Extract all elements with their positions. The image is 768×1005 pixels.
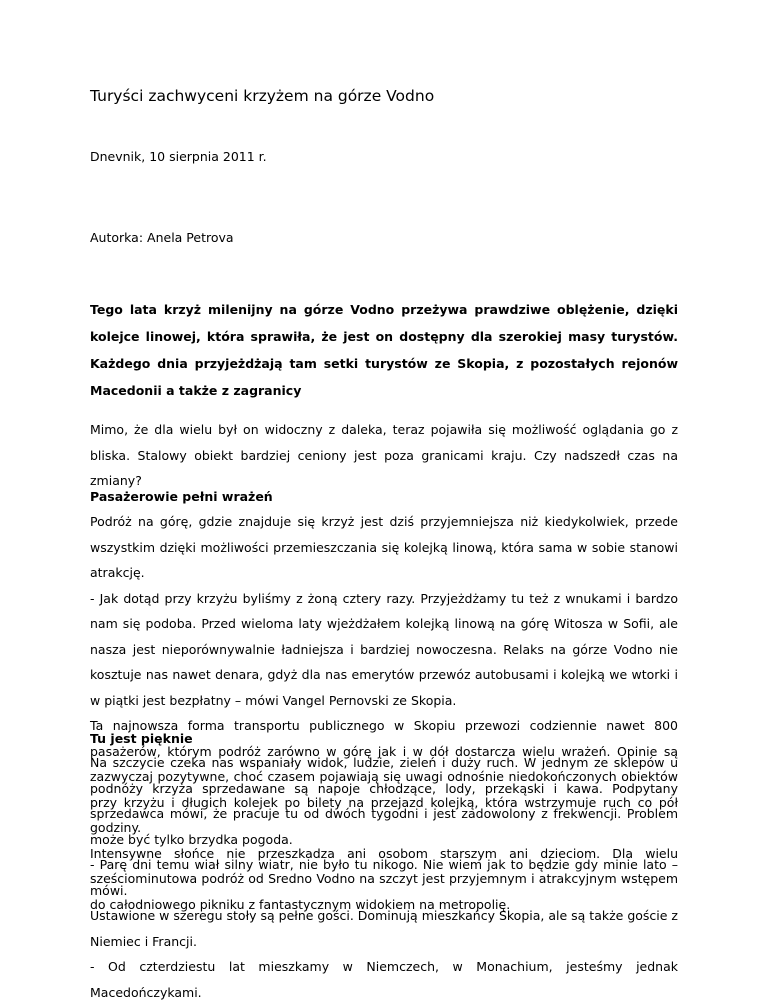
- author-line: Autorka: Anela Petrova: [90, 230, 234, 245]
- source-line: Dnevnik, 10 sierpnia 2011 r.: [90, 149, 267, 164]
- paragraph: Na szczycie czeka nas wspaniały widok, ludzie, zieleń i duży ruch. W jednym ze sklepów u podnóży krzyża sprzedawane są napoje chłodzące, lody, przekąski i kawa. Podpytany sprzedawca mówi, że pracuje tu od dwóch tygodni i jest zadowolony z frekwencji. Problem może być tylko brzydka pogoda.: [90, 755, 678, 847]
- paragraph: Podróż na górę, gdzie znajduje się krzyż jest dziś przyjemniejsza niż kiedykolwiek, przede wszystkim dzięki możliwości przemieszczania się kolejką linową, która sama w sobie stanowi atrakcję.: [90, 514, 678, 580]
- paragraph: Mimo, że dla wielu był on widoczny z daleka, teraz pojawiła się możliwość oglądania go z bliska. Stalowy obiekt bardziej ceniony jest poza granicami kraju. Czy nadszedł czas na zmiany?: [90, 422, 678, 488]
- section-heading: Tu jest pięknie: [90, 731, 193, 746]
- section-heading: Pasażerowie pełni wrażeń: [90, 489, 273, 504]
- paragraph: Ustawione w szeregu stoły są pełne gości. Dominują mieszkańcy Skopia, ale są także goście z Niemiec i Francji.: [90, 908, 678, 949]
- paragraph: - Jak dotąd przy krzyżu byliśmy z żoną cztery razy. Przyjeżdżamy tu też z wnukami i bardzo nam się podoba. Przed wieloma laty wjeżdżałem kolejką linową na górę Witosza w Sofii, ale nasza jest nieporównywalnie ładniejsza i bardziej nowoczesna. Relaks na górze Vodno nie kosztuje nas nawet denara, gdyż dla nas emerytów przewóz autobusami i kolejką we wtorki i w piątki jest bezpłatny – mówi Vangel Pernovski ze Skopia.: [90, 590, 678, 708]
- paragraph: Intensywne słońce nie przeszkadza ani osobom starszym ani dzieciom. Dla wielu sześciominutowa podróż od Sredno Vodno na szczyt jest przyjemnym i atrakcyjnym wstępem do całodniowego pikniku z fantastycznym widokiem na metropolię.: [90, 845, 678, 912]
- paragraph: Ta najnowsza forma transportu publicznego w Skopiu przewozi codziennie nawet 800 pasażerów, którym podróż zarówno w górę jak i w dół dostarcza wielu wrażeń. Opinie są zazwyczaj pozytywne, choć czasem pojawiają się uwagi odnośnie niedokończonych obiektów przy krzyżu i długich kolejek po bilety na przejazd kolejką, która wstrzymuje ruch co pół godziny.: [90, 718, 678, 835]
- paragraph: - Parę dni temu wiał silny wiatr, nie było tu nikogo. Nie wiem jak to będzie gdy minie lato – mówi.: [90, 857, 678, 898]
- section-body: [90, 750, 678, 1005]
- paragraph: - Od czterdziestu lat mieszkamy w Niemczech, w Monachium, jesteśmy jednak Macedończykami.: [90, 959, 678, 1000]
- article-lead: Tego lata krzyż milenijny na górze Vodno przeżywa prawdziwe oblężenie, dzięki kolejce linowej, która sprawiła, że jest on dostępny dla szerokiej masy turystów. Każdego dnia przyjeżdżają tam setki turystów ze Skopia, z pozostałych rejonów Macedonii a także z zagranicy: [90, 302, 678, 398]
- intro-paragraph: [90, 417, 678, 494]
- article-title: Turyści zachwyceni krzyżem na górze Vodno: [90, 87, 435, 105]
